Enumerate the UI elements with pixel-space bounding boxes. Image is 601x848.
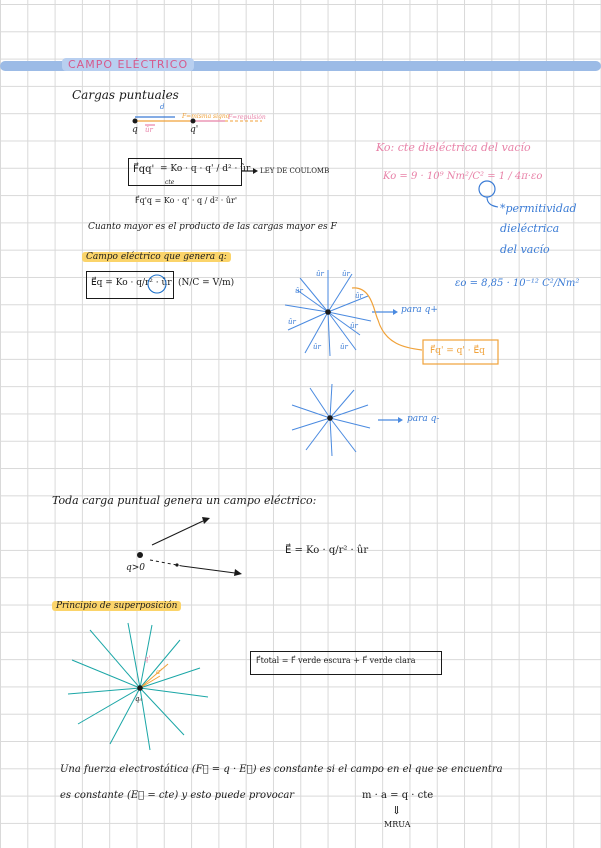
permittivity-line1: *permitividad — [500, 202, 577, 215]
constant-force-line2: es constante (E⃗ = cte) y esto puede provocar — [60, 790, 295, 801]
permittivity-line2: dieléctrica — [500, 222, 560, 235]
ur-label-1: ûr — [316, 270, 324, 278]
para-q-negative: para q- — [407, 414, 440, 424]
permittivity-line3: del vacío — [500, 243, 550, 256]
section2-heading: Campo eléctrico que genera q: — [82, 252, 231, 262]
coulomb-formula2: F⃗q'q = Ko · q' · q / d² · ûr' — [135, 196, 238, 205]
repulsion-label: F=repulsión — [228, 114, 266, 121]
same-sign-label: F=misma signo — [182, 113, 230, 120]
charge-qp-label: q' — [190, 125, 199, 135]
mrua-equation: m · a = q · cte — [362, 790, 434, 801]
mrua-label: MRUA — [384, 820, 411, 829]
ur-label-6: ûr — [350, 322, 358, 330]
section4-heading: Principio de superposición — [52, 601, 181, 611]
coulomb-law-label: LEY DE COULOMB — [260, 167, 330, 175]
coulomb-lhs: F⃗qq' — [133, 164, 155, 175]
ap-label-sup: a' — [156, 668, 163, 676]
k-value: Ko = 9 · 10⁹ Nm²/C² = 1 / 4π·εo — [383, 171, 543, 182]
qp-label-sup: q' — [144, 655, 151, 663]
field-formula: E⃗q = Ko · q/r² · ûr — [91, 278, 172, 288]
q-positive-label: q>0 — [126, 563, 146, 573]
section3-sentence: Toda carga puntual genera un campo eléctrico: — [52, 494, 317, 507]
charge-q-label: q — [132, 125, 138, 135]
field-units: (N/C = V/m) — [178, 278, 235, 288]
ur-label-2: ûr — [342, 270, 350, 278]
section1-heading: Cargas puntuales — [72, 88, 179, 102]
epsilon-value: εo = 8,85 · 10⁻¹² C²/Nm² — [455, 278, 580, 289]
para-q-positive: para q+ — [401, 305, 438, 315]
implies-arrow: ⇓ — [392, 804, 402, 817]
ur-label: ûr — [145, 126, 153, 134]
field-formula-general: E⃗ = Ko · q/r² · ûr — [285, 545, 369, 556]
constant-force-line1: Una fuerza electrostática (F⃗ = q · E⃗) es constante si el campo en el que se encuentra — [60, 764, 503, 775]
cte-label: cte — [165, 179, 175, 186]
page-title: CAMPO ELÉCTRICO — [62, 58, 194, 71]
ur-label-5: ûr — [288, 318, 296, 326]
q0-label: q₀ — [135, 695, 143, 703]
coulomb-rhs: = Ko · q · q' / d² · ûr — [160, 164, 251, 174]
product-note: Cuanto mayor es el producto de las cargas mayor es F — [88, 222, 337, 232]
ur-label-7: ûr — [313, 343, 321, 351]
force-formula: F⃗q' = q' · E⃗q — [430, 346, 485, 356]
ur-label-4: ûr — [355, 292, 363, 300]
ur-label-3: ûr — [295, 287, 303, 295]
k-definition: Ko: cte dieléctrica del vacío — [376, 141, 531, 154]
distance-label: d — [160, 103, 165, 111]
ur-label-8: ûr — [340, 343, 348, 351]
superposition-formula: F⃗total = F⃗ verde escura + F⃗ verde clara — [256, 656, 416, 665]
